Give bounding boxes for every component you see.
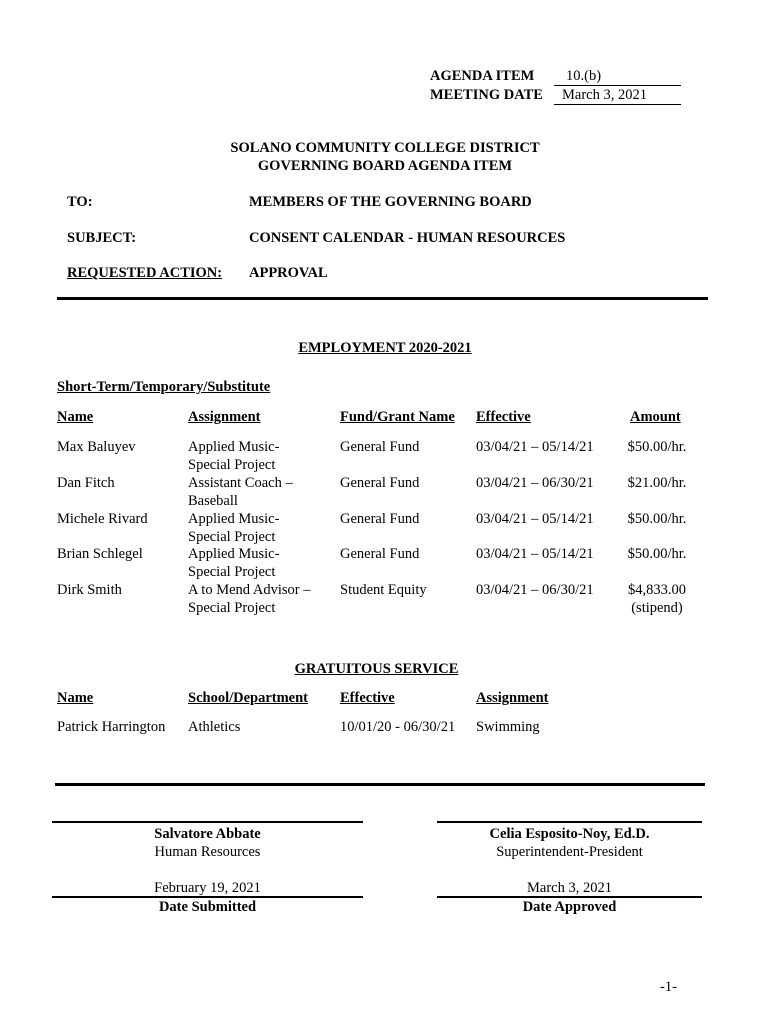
col-header-assignment: Assignment [188, 409, 261, 425]
meeting-date-label: MEETING DATE [430, 87, 543, 103]
employment-row-fund [340, 510, 419, 528]
right-signer-name: Celia Esposito-Noy, Ed.D. [489, 826, 650, 842]
date-submitted-line [52, 896, 363, 898]
employment-row-assignment-line: Special Project [188, 600, 276, 616]
subject-label: SUBJECT: [67, 230, 137, 246]
employment-row-fund-line: General Fund [340, 511, 420, 527]
employment-row-effective-line: 03/04/21 – 05/14/21 [476, 546, 594, 562]
employment-row-fund-line: General Fund [340, 546, 420, 562]
employment-row-name-line: Michele Rivard [57, 511, 148, 527]
gratuitous-col-department: School/Department [188, 690, 309, 706]
right-signature-line [437, 821, 702, 823]
employment-row-name-line: Brian Schlegel [57, 546, 143, 562]
employment-row-amount [612, 438, 702, 456]
employment-row-amount-line: $50.00/hr. [627, 546, 687, 562]
gratuitous-row-assignment: Swimming [476, 719, 540, 735]
left-signature-line [52, 821, 363, 823]
employment-row-name [57, 545, 143, 563]
subject-value: CONSENT CALENDAR - HUMAN RESOURCES [249, 230, 566, 246]
board-agenda-title: GOVERNING BOARD AGENDA ITEM [257, 158, 513, 174]
agenda-item-underline [554, 85, 681, 86]
employment-row-amount [612, 474, 702, 492]
employment-row-amount [612, 545, 702, 563]
gratuitous-col-name: Name [57, 690, 94, 706]
employment-row-name [57, 438, 136, 456]
employment-row-fund [340, 438, 419, 456]
date-approved-label: Date Approved [522, 899, 617, 915]
employment-heading: EMPLOYMENT 2020-2021 [298, 340, 472, 356]
employment-row-assignment [188, 510, 279, 546]
employment-row-effective-line: 03/04/21 – 05/14/21 [476, 511, 594, 527]
gratuitous-heading: GRATUITOUS SERVICE [294, 661, 459, 677]
employment-row-fund-line: General Fund [340, 475, 420, 491]
employment-row-effective [476, 474, 594, 492]
date-submitted-label: Date Submitted [158, 899, 257, 915]
agenda-item-label: AGENDA ITEM [430, 68, 535, 84]
section-divider-bottom [55, 783, 705, 786]
requested-action-value: APPROVAL [249, 265, 328, 281]
date-approved-value: March 3, 2021 [527, 880, 612, 896]
employment-row-effective-line: 03/04/21 – 05/14/21 [476, 439, 594, 455]
employment-row-amount-line: (stipend) [631, 600, 683, 616]
gratuitous-col-effective: Effective [340, 690, 395, 706]
employment-row-assignment [188, 581, 310, 617]
employment-row-fund-line: General Fund [340, 439, 420, 455]
employment-row-fund [340, 474, 419, 492]
employment-row-effective [476, 581, 594, 599]
employment-row-assignment [188, 474, 293, 510]
employment-row-amount-line: $4,833.00 [628, 582, 686, 598]
employment-row-name [57, 474, 115, 492]
employment-row-name [57, 510, 148, 528]
left-signer-title: Human Resources [154, 844, 261, 860]
col-header-amount: Amount [630, 409, 681, 425]
employment-row-amount [612, 581, 702, 617]
gratuitous-col-assignment: Assignment [476, 690, 549, 706]
employment-row-effective [476, 545, 594, 563]
meeting-date-underline [554, 104, 681, 105]
employment-row-effective [476, 438, 594, 456]
employment-row-fund [340, 545, 419, 563]
employment-row-assignment [188, 438, 279, 474]
employment-row-effective-line: 03/04/21 – 06/30/21 [476, 475, 594, 491]
page-number: -1- [660, 979, 677, 995]
employment-row-name-line: Dan Fitch [57, 475, 115, 491]
employment-row-name [57, 581, 122, 599]
employment-row-amount [612, 510, 702, 528]
col-header-name: Name [57, 409, 94, 425]
employment-row-assignment-line: Assistant Coach – [188, 475, 293, 491]
requested-action-label: REQUESTED ACTION: [67, 265, 223, 281]
employment-row-name-line: Max Baluyev [57, 439, 136, 455]
employment-row-assignment-line: Special Project [188, 529, 276, 545]
employment-row-amount-line: $50.00/hr. [627, 439, 687, 455]
col-header-effective: Effective [476, 409, 531, 425]
district-title: SOLANO COMMUNITY COLLEGE DISTRICT [230, 140, 540, 156]
employment-row-effective-line: 03/04/21 – 06/30/21 [476, 582, 594, 598]
gratuitous-row-name: Patrick Harrington [57, 719, 166, 735]
meeting-date-value: March 3, 2021 [562, 87, 647, 103]
employment-row-effective [476, 510, 594, 528]
employment-row-fund [340, 581, 427, 599]
employment-subheading: Short-Term/Temporary/Substitute [57, 379, 271, 395]
employment-row-assignment-line: A to Mend Advisor – [188, 582, 311, 598]
employment-row-assignment-line: Baseball [188, 493, 238, 509]
employment-row-assignment-line: Special Project [188, 457, 276, 473]
employment-row-amount-line: $21.00/hr. [627, 475, 687, 491]
to-label: TO: [67, 194, 93, 210]
employment-row-assignment-line: Special Project [188, 564, 276, 580]
gratuitous-row-effective: 10/01/20 - 06/30/21 [340, 719, 456, 735]
section-divider-top [57, 297, 708, 300]
date-approved-line [437, 896, 702, 898]
gratuitous-row-department: Athletics [188, 719, 241, 735]
employment-row-amount-line: $50.00/hr. [627, 511, 687, 527]
date-submitted-value: February 19, 2021 [154, 880, 261, 896]
employment-row-assignment-line: Applied Music- [188, 439, 280, 455]
left-signer-name: Salvatore Abbate [154, 826, 261, 842]
col-header-fund: Fund/Grant Name [340, 409, 455, 425]
employment-row-assignment [188, 545, 279, 581]
employment-row-assignment-line: Applied Music- [188, 511, 280, 527]
employment-row-name-line: Dirk Smith [57, 582, 122, 598]
to-value: MEMBERS OF THE GOVERNING BOARD [249, 194, 532, 210]
agenda-item-value: 10.(b) [566, 68, 602, 84]
employment-row-fund-line: Student Equity [340, 582, 427, 598]
employment-row-assignment-line: Applied Music- [188, 546, 280, 562]
right-signer-title: Superintendent-President [496, 844, 643, 860]
